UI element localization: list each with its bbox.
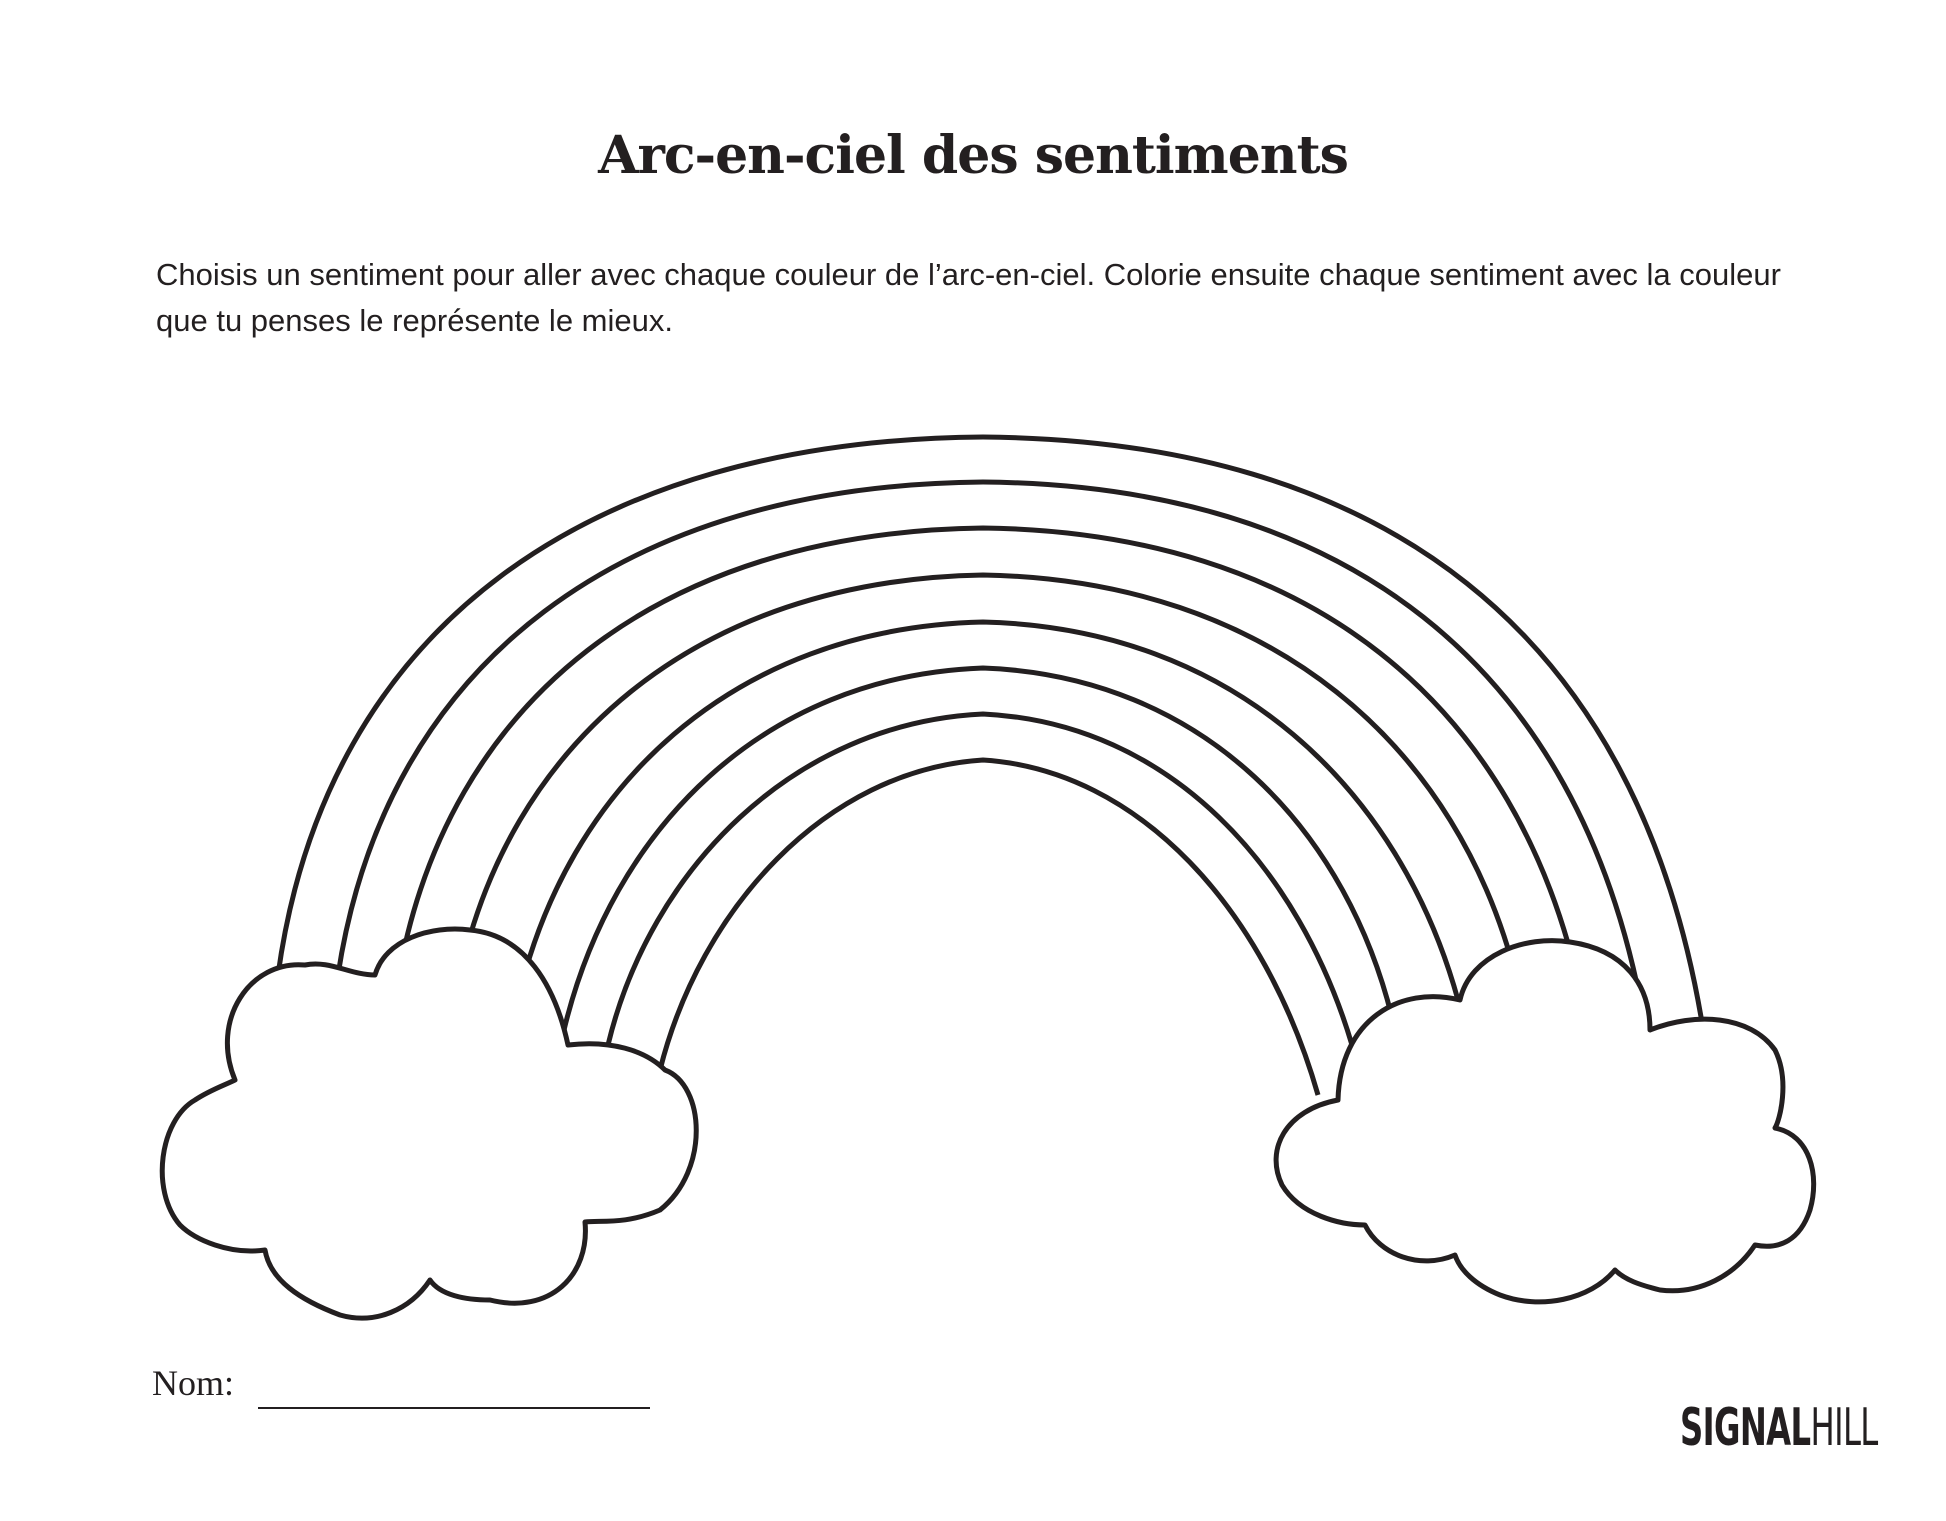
right-cloud [1276,941,1814,1302]
worksheet-instructions: Choisis un sentiment pour aller avec chaque couleur de l’arc-en-ciel. Colorie ensuite chaque sentiment avec la couleur que tu penses le représente le mieux. [156,257,1781,338]
logo-part-hill: HILL [1810,1398,1878,1458]
left-cloud [162,929,696,1318]
signal-hill-logo [1680,1398,1878,1458]
rainbow-arc-3 [398,528,1582,1000]
worksheet-title: Arc-en-ciel des sentiments [598,125,1348,186]
rainbow-arc-8 [660,760,1318,1095]
name-label: Nom: [152,1363,235,1403]
name-input-line[interactable] [258,1407,650,1409]
logo-part-signal: SIGNAL [1680,1398,1811,1458]
